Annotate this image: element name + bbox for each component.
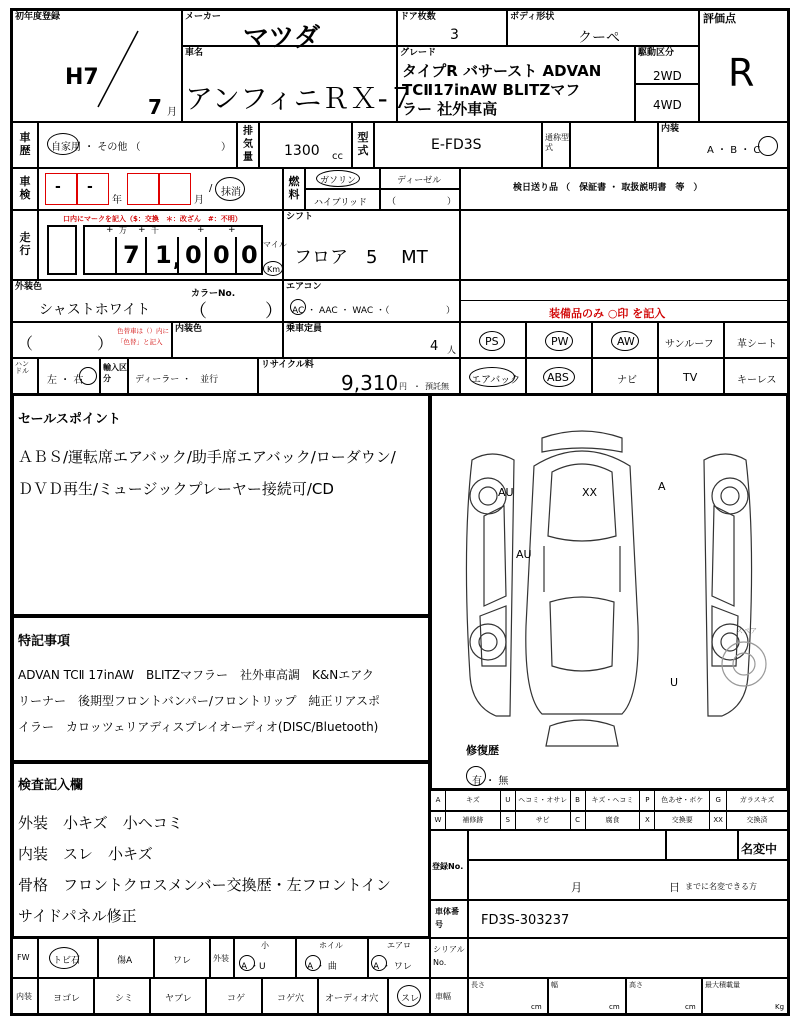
equip-abs-label: ABS bbox=[547, 371, 569, 384]
damage-mark-hood: XX bbox=[582, 486, 598, 499]
grade-line-1: タイプR バサースト ADVAN bbox=[402, 62, 602, 80]
inspect-title: 検査記入欄 bbox=[18, 778, 84, 793]
mileage-div-3 bbox=[177, 237, 179, 275]
legend-b-desc: キズ・ヘコミ bbox=[586, 791, 641, 810]
legend-s-code: S bbox=[501, 811, 516, 830]
vin-label: 車体番号 bbox=[435, 907, 459, 929]
hybrid-paren-close: ） bbox=[447, 197, 457, 207]
legend-x-code: X bbox=[640, 811, 655, 830]
max-load-cell bbox=[702, 978, 788, 1014]
recolor-cell bbox=[12, 322, 172, 358]
ext-wheel-circle bbox=[305, 955, 321, 971]
score-label: 評価点 bbox=[703, 12, 736, 25]
legend-x-desc: 交換要 bbox=[655, 811, 710, 830]
mileage-km: Km bbox=[267, 265, 281, 274]
exterior-color-label: 外装色 bbox=[15, 282, 43, 292]
mileage-div-4 bbox=[205, 237, 207, 275]
interior-grade: A ・ B ・ C bbox=[707, 145, 761, 156]
mileage-digit-3: 0 bbox=[185, 241, 202, 269]
recycle-unit: 円 bbox=[399, 382, 407, 391]
equip-tv bbox=[658, 358, 724, 394]
int-label-cell bbox=[12, 978, 38, 1014]
import-cell bbox=[128, 358, 258, 394]
drive-2wd: 2WD bbox=[653, 69, 682, 83]
type-label: 型式 bbox=[357, 131, 369, 157]
int-burn bbox=[206, 978, 262, 1014]
fw-label-cell bbox=[12, 938, 38, 978]
ext-wheel-label: ホイル bbox=[319, 941, 343, 950]
equip-title-cell bbox=[460, 300, 788, 322]
grade-cell bbox=[397, 46, 635, 122]
history-label: 車歴 bbox=[19, 131, 31, 157]
gasoline-cell bbox=[305, 168, 380, 189]
history-close: ） bbox=[221, 142, 231, 153]
docs-cell bbox=[460, 168, 788, 210]
fw-label: FW bbox=[17, 953, 30, 962]
inspect-line-1: 外装 小キズ 小ヘコミ bbox=[18, 814, 183, 832]
equip-airbag-circle bbox=[469, 367, 515, 387]
import-value: ディーラー ・ 並行 bbox=[135, 375, 219, 385]
repair-circle bbox=[466, 766, 486, 786]
type-label-cell bbox=[352, 122, 374, 168]
inspect-year-divider bbox=[76, 173, 78, 205]
fw-scratch bbox=[98, 938, 154, 978]
recolor-note: 色替車は（）内に「色替」と記入 bbox=[117, 327, 169, 346]
legend-p-desc: 色あせ・ボケ bbox=[655, 791, 710, 810]
equip-pw bbox=[526, 322, 592, 358]
body-label: ボディ形状 bbox=[510, 12, 555, 22]
import-label: 輸入区分 bbox=[103, 363, 127, 383]
grade-line-2: TCⅡ17inAW BLITZマフ bbox=[402, 81, 581, 99]
ext-label-cell bbox=[210, 938, 234, 978]
serial-label: シリアルNo. bbox=[433, 945, 465, 967]
mileage-digit-5: 0 bbox=[241, 241, 258, 269]
equip-abs-circle bbox=[543, 367, 575, 387]
hybrid-paren-open: （ bbox=[387, 197, 397, 207]
notes-line-3: イラー カロッツェリアディスプレイオーディオ(DISC/Bluetooth) bbox=[18, 720, 379, 734]
serial-cell bbox=[468, 938, 788, 978]
drive-4wd-cell bbox=[635, 84, 699, 122]
height-cell bbox=[626, 978, 702, 1014]
body-cell bbox=[507, 10, 699, 46]
int-stain bbox=[94, 978, 150, 1014]
first-registration-cell bbox=[12, 10, 182, 122]
inspection-label: 車検 bbox=[19, 175, 31, 201]
mileage-div-5 bbox=[235, 237, 237, 275]
damage-mark-front-left: AU bbox=[498, 486, 514, 499]
displacement-label: 排気量 bbox=[243, 126, 253, 163]
equip-sunroof bbox=[658, 322, 724, 358]
fuel-hybrid: ハイブリッド bbox=[314, 198, 368, 208]
ac-label: エアコン bbox=[286, 282, 322, 292]
shift-value: フロア 5 MT bbox=[294, 247, 428, 268]
color-no-open: （ bbox=[189, 301, 207, 322]
displacement-unit: cc bbox=[332, 151, 343, 162]
equip-title: 装備品のみ ○印 を記入 bbox=[549, 307, 666, 320]
recycle-value: 9,310 bbox=[341, 371, 399, 395]
equip-pw-circle bbox=[545, 331, 573, 351]
vin-cell bbox=[468, 900, 788, 938]
ext-aero-value: A ・ ワレ bbox=[373, 962, 412, 972]
sales-line-2: ＤＶＤ再生/ミュージックプレーヤー接続可/CD bbox=[18, 480, 334, 498]
equip-ps bbox=[460, 322, 526, 358]
mileage-digit-1: 7 bbox=[123, 241, 140, 269]
sales-title: セールスポイント bbox=[18, 412, 121, 427]
interior-color-label: 内装色 bbox=[175, 324, 203, 334]
score-value: R bbox=[728, 51, 755, 95]
inspect-line-4: サイドパネル修正 bbox=[18, 907, 137, 925]
shift-label: シフト bbox=[286, 212, 314, 222]
ext-small-label: 小 bbox=[261, 941, 269, 950]
auction-sheet bbox=[10, 8, 790, 1016]
doors-label: ドア枚数 bbox=[400, 12, 436, 22]
car-diagram bbox=[432, 396, 786, 788]
int-tear bbox=[150, 978, 206, 1014]
int-tear-label: ヤブレ bbox=[165, 994, 192, 1004]
legend-a-desc: キズ bbox=[446, 791, 501, 810]
tsusho-label: 通称型式 bbox=[545, 133, 569, 152]
inspect-month-divider bbox=[158, 173, 160, 205]
equip-navi bbox=[592, 358, 658, 394]
maker-value: マツダ bbox=[243, 23, 320, 53]
mileage-separator: , bbox=[173, 247, 181, 271]
grade-label: グレード bbox=[400, 48, 437, 58]
seats-value: 4 bbox=[430, 339, 439, 354]
size-label: 車幅 bbox=[435, 992, 451, 1001]
handle-label-cell bbox=[12, 358, 38, 394]
legend-g-desc: ガラスキズ bbox=[739, 796, 775, 804]
model-cell bbox=[182, 46, 416, 122]
notes-title: 特記事項 bbox=[18, 634, 71, 649]
type-cell bbox=[374, 122, 542, 168]
width-label: 幅 bbox=[551, 981, 558, 989]
mileage-label: 走行 bbox=[19, 231, 31, 257]
registration-month: 月 bbox=[571, 881, 582, 894]
fw-crack-label: ワレ bbox=[173, 956, 192, 966]
body-value: クーペ bbox=[578, 30, 620, 46]
type-value: E-FD3S bbox=[431, 137, 482, 153]
equip-sunroof-label: サンルーフ bbox=[665, 339, 714, 350]
exterior-color-cell bbox=[12, 280, 283, 322]
fuel-label-cell bbox=[283, 168, 305, 210]
ext-aero-circle bbox=[371, 955, 387, 971]
legend-s-desc: サビ bbox=[516, 811, 571, 830]
name-change: 名変中 bbox=[741, 842, 778, 856]
mileage-plus-3: + bbox=[197, 225, 205, 235]
inspect-line-2: 内装 スレ 小キズ bbox=[18, 845, 153, 863]
ext-wheel bbox=[296, 938, 368, 978]
seats-unit: 人 bbox=[447, 346, 457, 356]
legend-c-code: C bbox=[571, 811, 586, 830]
recycle-deposit: 預託無 bbox=[425, 382, 449, 391]
drive-2wd-cell bbox=[635, 46, 699, 84]
damage-mark-rear-right: U bbox=[670, 676, 679, 689]
notes-line-2: リーナー 後期型フロントバンパー/フロントリップ 純正リアスポ bbox=[18, 694, 381, 708]
int-burn-label: コゲ bbox=[227, 994, 246, 1004]
inspect-dash-1: - bbox=[55, 179, 61, 195]
int-burnhole-label: コゲ穴 bbox=[277, 994, 305, 1004]
ext-aero-label: エアロ bbox=[387, 941, 411, 950]
shift-cell bbox=[283, 210, 460, 280]
legend-w-code: W bbox=[431, 811, 446, 830]
displacement-cell bbox=[259, 122, 352, 168]
fw-scratch-label: 傷A bbox=[117, 956, 133, 966]
inspection-cell bbox=[38, 168, 283, 210]
registration-bottom-cell bbox=[468, 860, 788, 900]
ext-small-circle bbox=[239, 955, 255, 971]
int-wear-label: スレ bbox=[401, 994, 420, 1004]
int-dirt-label: ヨゴレ bbox=[53, 994, 81, 1004]
legend-w-desc: 補修跡 bbox=[446, 811, 501, 830]
recycle-dot: ・ bbox=[413, 382, 421, 391]
ext-label: 外装 bbox=[213, 954, 229, 963]
handle-cell bbox=[38, 358, 100, 394]
equip-airbag-label: エアバック bbox=[471, 375, 521, 386]
first-reg-month: 7 bbox=[148, 95, 162, 119]
equip-aw bbox=[592, 322, 658, 358]
mileage-unit-sen: 千 bbox=[151, 226, 159, 235]
registration-label: 登録No. bbox=[432, 862, 464, 871]
length-unit: cm bbox=[531, 1003, 542, 1011]
damage-mark-front-right: A bbox=[658, 480, 666, 493]
length-cell bbox=[468, 978, 548, 1014]
maker-label: メーカー bbox=[185, 12, 221, 22]
history-cell bbox=[38, 122, 237, 168]
model-value: アンフィニＲＸ-７ bbox=[185, 82, 416, 115]
legend-row-1 bbox=[431, 791, 787, 810]
vin-value: FD3S-303237 bbox=[481, 913, 570, 928]
registration-label-cell bbox=[430, 830, 468, 900]
ac-value: AC ・ AAC ・ WAC ・（ bbox=[292, 306, 390, 316]
drive-label: 駆動区分 bbox=[638, 48, 675, 58]
equip-leather-label: 革シート bbox=[737, 339, 777, 350]
max-load-unit: Kg bbox=[775, 1003, 785, 1011]
mileage-plus-4: + bbox=[228, 225, 236, 235]
equip-ps-circle bbox=[479, 331, 505, 351]
fw-crack bbox=[154, 938, 210, 978]
equip-airbag bbox=[460, 358, 526, 394]
damage-mark-left-door: AU bbox=[516, 548, 532, 561]
fuel-diesel: ディーゼル bbox=[397, 176, 442, 186]
mileage-plus-2: + bbox=[138, 225, 146, 235]
registration-top-cell bbox=[468, 830, 788, 860]
interior-label: 内装 bbox=[661, 124, 680, 134]
mileage-div-2 bbox=[145, 237, 147, 275]
interior-grade-cell bbox=[658, 122, 788, 168]
displacement-label-cell bbox=[237, 122, 259, 168]
equip-aw-label: AW bbox=[617, 335, 635, 348]
hybrid-cell bbox=[305, 189, 380, 210]
spare-label: スペア bbox=[736, 627, 757, 635]
registration-deadline: までに名変できる方 bbox=[685, 882, 757, 891]
equip-abs bbox=[526, 358, 592, 394]
legend-u-desc: ヘコミ・オサレ bbox=[516, 791, 571, 810]
mileage-digit-4: 0 bbox=[213, 241, 230, 269]
fw-chip bbox=[38, 938, 98, 978]
width-unit: cm bbox=[609, 1003, 620, 1011]
equip-keyless bbox=[724, 358, 788, 394]
first-reg-era: H7 bbox=[65, 65, 99, 90]
inspect-year-unit: 年 bbox=[112, 195, 122, 206]
legend-a-code: A bbox=[431, 791, 446, 810]
interior-color-cell bbox=[172, 322, 283, 358]
recolor-open: （ bbox=[17, 334, 34, 353]
legend-table bbox=[430, 790, 788, 830]
legend-p-code: P bbox=[640, 791, 655, 810]
ac-close: ） bbox=[446, 306, 456, 316]
equip-keyless-label: キーレス bbox=[737, 375, 777, 386]
tsusho-cell bbox=[570, 122, 658, 168]
equip-aw-circle bbox=[611, 331, 639, 351]
car-diagram-section bbox=[430, 394, 788, 790]
mileage-div-1 bbox=[115, 237, 117, 275]
repair-value: 有 ・ 無 bbox=[472, 776, 509, 787]
equip-navi-label: ナビ bbox=[617, 375, 637, 386]
inspection-notes-section bbox=[12, 762, 430, 938]
doors-value: 3 bbox=[450, 27, 459, 43]
import-label-cell bbox=[100, 358, 128, 394]
repair-label: 修復歴 bbox=[466, 744, 499, 757]
fuel-gasoline: ガソリン bbox=[320, 176, 357, 186]
vin-label-cell bbox=[430, 900, 468, 938]
legend-c-desc: 腐食 bbox=[586, 811, 641, 830]
mileage-plus-1: + bbox=[106, 225, 114, 235]
docs-text: 検日送り品 （ 保証書 ・ 取扱説明書 等 ） bbox=[513, 183, 703, 193]
mileage-cell bbox=[38, 210, 287, 280]
color-no-label: カラーNo. bbox=[191, 289, 236, 299]
color-no-close: ） bbox=[265, 301, 283, 322]
mileage-notice: 口内にマークを記入（$：交換 ＊：改ざん #：不明） bbox=[63, 215, 242, 223]
interior-circle bbox=[758, 136, 778, 156]
history-value: 自家用 ・ その他 （ bbox=[51, 142, 141, 153]
recycle-cell bbox=[258, 358, 460, 394]
fw-chip-circle bbox=[49, 947, 79, 969]
legend-g-code: G bbox=[710, 791, 727, 810]
exterior-color: シャストホワイト bbox=[39, 302, 151, 318]
mileage-digit-2: 1 bbox=[155, 241, 172, 269]
height-label: 高さ bbox=[629, 981, 643, 989]
seats-label: 乗車定員 bbox=[286, 324, 323, 334]
equip-pw-label: PW bbox=[551, 335, 569, 348]
mileage-unit-man: 万 bbox=[119, 226, 127, 235]
inspect-month-unit: 月 bbox=[194, 195, 204, 206]
gasoline-circle bbox=[316, 170, 360, 187]
ac-cell bbox=[283, 280, 460, 322]
grade-line-3: ラー 社外車高 bbox=[402, 100, 498, 118]
int-stain-label: シミ bbox=[115, 994, 134, 1004]
month-unit: 月 bbox=[167, 107, 177, 118]
int-audiohole-label: オーディオ穴 bbox=[325, 994, 379, 1004]
registration-split-2 bbox=[737, 831, 739, 859]
notes-line-1: ADVAN TCⅡ 17inAW BLITZマフラー 社外車高調 K&Nエアク bbox=[18, 668, 374, 682]
expired-slash: / bbox=[209, 183, 213, 194]
ext-small bbox=[234, 938, 296, 978]
recolor-close: ） bbox=[97, 334, 114, 353]
inspection-label-cell bbox=[12, 168, 38, 210]
equip-leather bbox=[724, 322, 788, 358]
expired-circle bbox=[215, 177, 245, 201]
legend-xx-desc: 交換済 bbox=[746, 816, 768, 824]
mileage-mark-box bbox=[47, 225, 77, 275]
mileage-label-cell bbox=[12, 210, 38, 280]
equip-ps-label: PS bbox=[485, 335, 499, 348]
serial-label-cell bbox=[430, 938, 468, 978]
hybrid-other-cell bbox=[380, 189, 460, 210]
width-cell bbox=[548, 978, 626, 1014]
length-label: 長さ bbox=[471, 981, 485, 989]
height-unit: cm bbox=[685, 1003, 696, 1011]
int-label: 内装 bbox=[16, 992, 32, 1001]
handle-circle bbox=[79, 367, 97, 385]
int-wear-circle bbox=[397, 985, 421, 1007]
ext-aero bbox=[368, 938, 430, 978]
history-circle bbox=[47, 133, 79, 155]
expired-text: 抹消 bbox=[221, 187, 241, 198]
inspect-line-3: 骨格 フロントクロスメンバー交換歴・左フロントイン bbox=[18, 876, 391, 894]
legend-u-code: U bbox=[501, 791, 516, 810]
tsusho-label-cell bbox=[542, 122, 570, 168]
sales-point-section bbox=[12, 394, 430, 616]
size-label-cell bbox=[430, 978, 468, 1014]
handle-label: ハンドル bbox=[15, 360, 29, 375]
int-audiohole bbox=[318, 978, 388, 1014]
int-burnhole bbox=[262, 978, 318, 1014]
max-load-label: 最大積載量 bbox=[705, 981, 740, 989]
mileage-km-circle bbox=[263, 261, 283, 276]
ext-small-value: A ・U bbox=[241, 962, 266, 972]
first-reg-label: 初年度登録 bbox=[15, 12, 61, 22]
legend-row-2 bbox=[431, 811, 787, 830]
drive-4wd: 4WD bbox=[653, 98, 682, 112]
notes-section bbox=[12, 616, 430, 762]
diesel-cell bbox=[380, 168, 460, 189]
int-wear bbox=[388, 978, 430, 1014]
equip-tv-label: TV bbox=[683, 371, 698, 384]
registration-split-1 bbox=[665, 831, 667, 859]
sales-line-1: ＡＢＳ/運転席エアバック/助手席エアバック/ローダウン/ bbox=[18, 448, 396, 466]
doors-cell bbox=[397, 10, 507, 46]
model-label: 車名 bbox=[185, 48, 204, 58]
registration-day: 日 bbox=[669, 881, 680, 894]
legend-b-code: B bbox=[571, 791, 586, 810]
docs-blank-cell bbox=[460, 210, 788, 280]
recycle-label: リサイクル料 bbox=[261, 360, 314, 370]
fw-chip-label: トビ石 bbox=[53, 956, 81, 966]
slash-mark bbox=[93, 29, 143, 109]
ext-wheel-value: A ・ 曲 bbox=[307, 962, 337, 972]
ac-circle bbox=[290, 299, 306, 315]
displacement-value: 1300 bbox=[284, 143, 320, 159]
int-dirt bbox=[38, 978, 94, 1014]
inspect-dash-2: - bbox=[87, 179, 93, 195]
fuel-label: 燃料 bbox=[288, 175, 300, 201]
mileage-mile: マイル bbox=[263, 240, 287, 249]
score-cell bbox=[699, 10, 788, 122]
history-label-cell bbox=[12, 122, 38, 168]
seats-cell bbox=[283, 322, 460, 358]
legend-xx-code: XX bbox=[710, 811, 727, 830]
handle-value: 左 ・ 右 bbox=[47, 375, 84, 386]
